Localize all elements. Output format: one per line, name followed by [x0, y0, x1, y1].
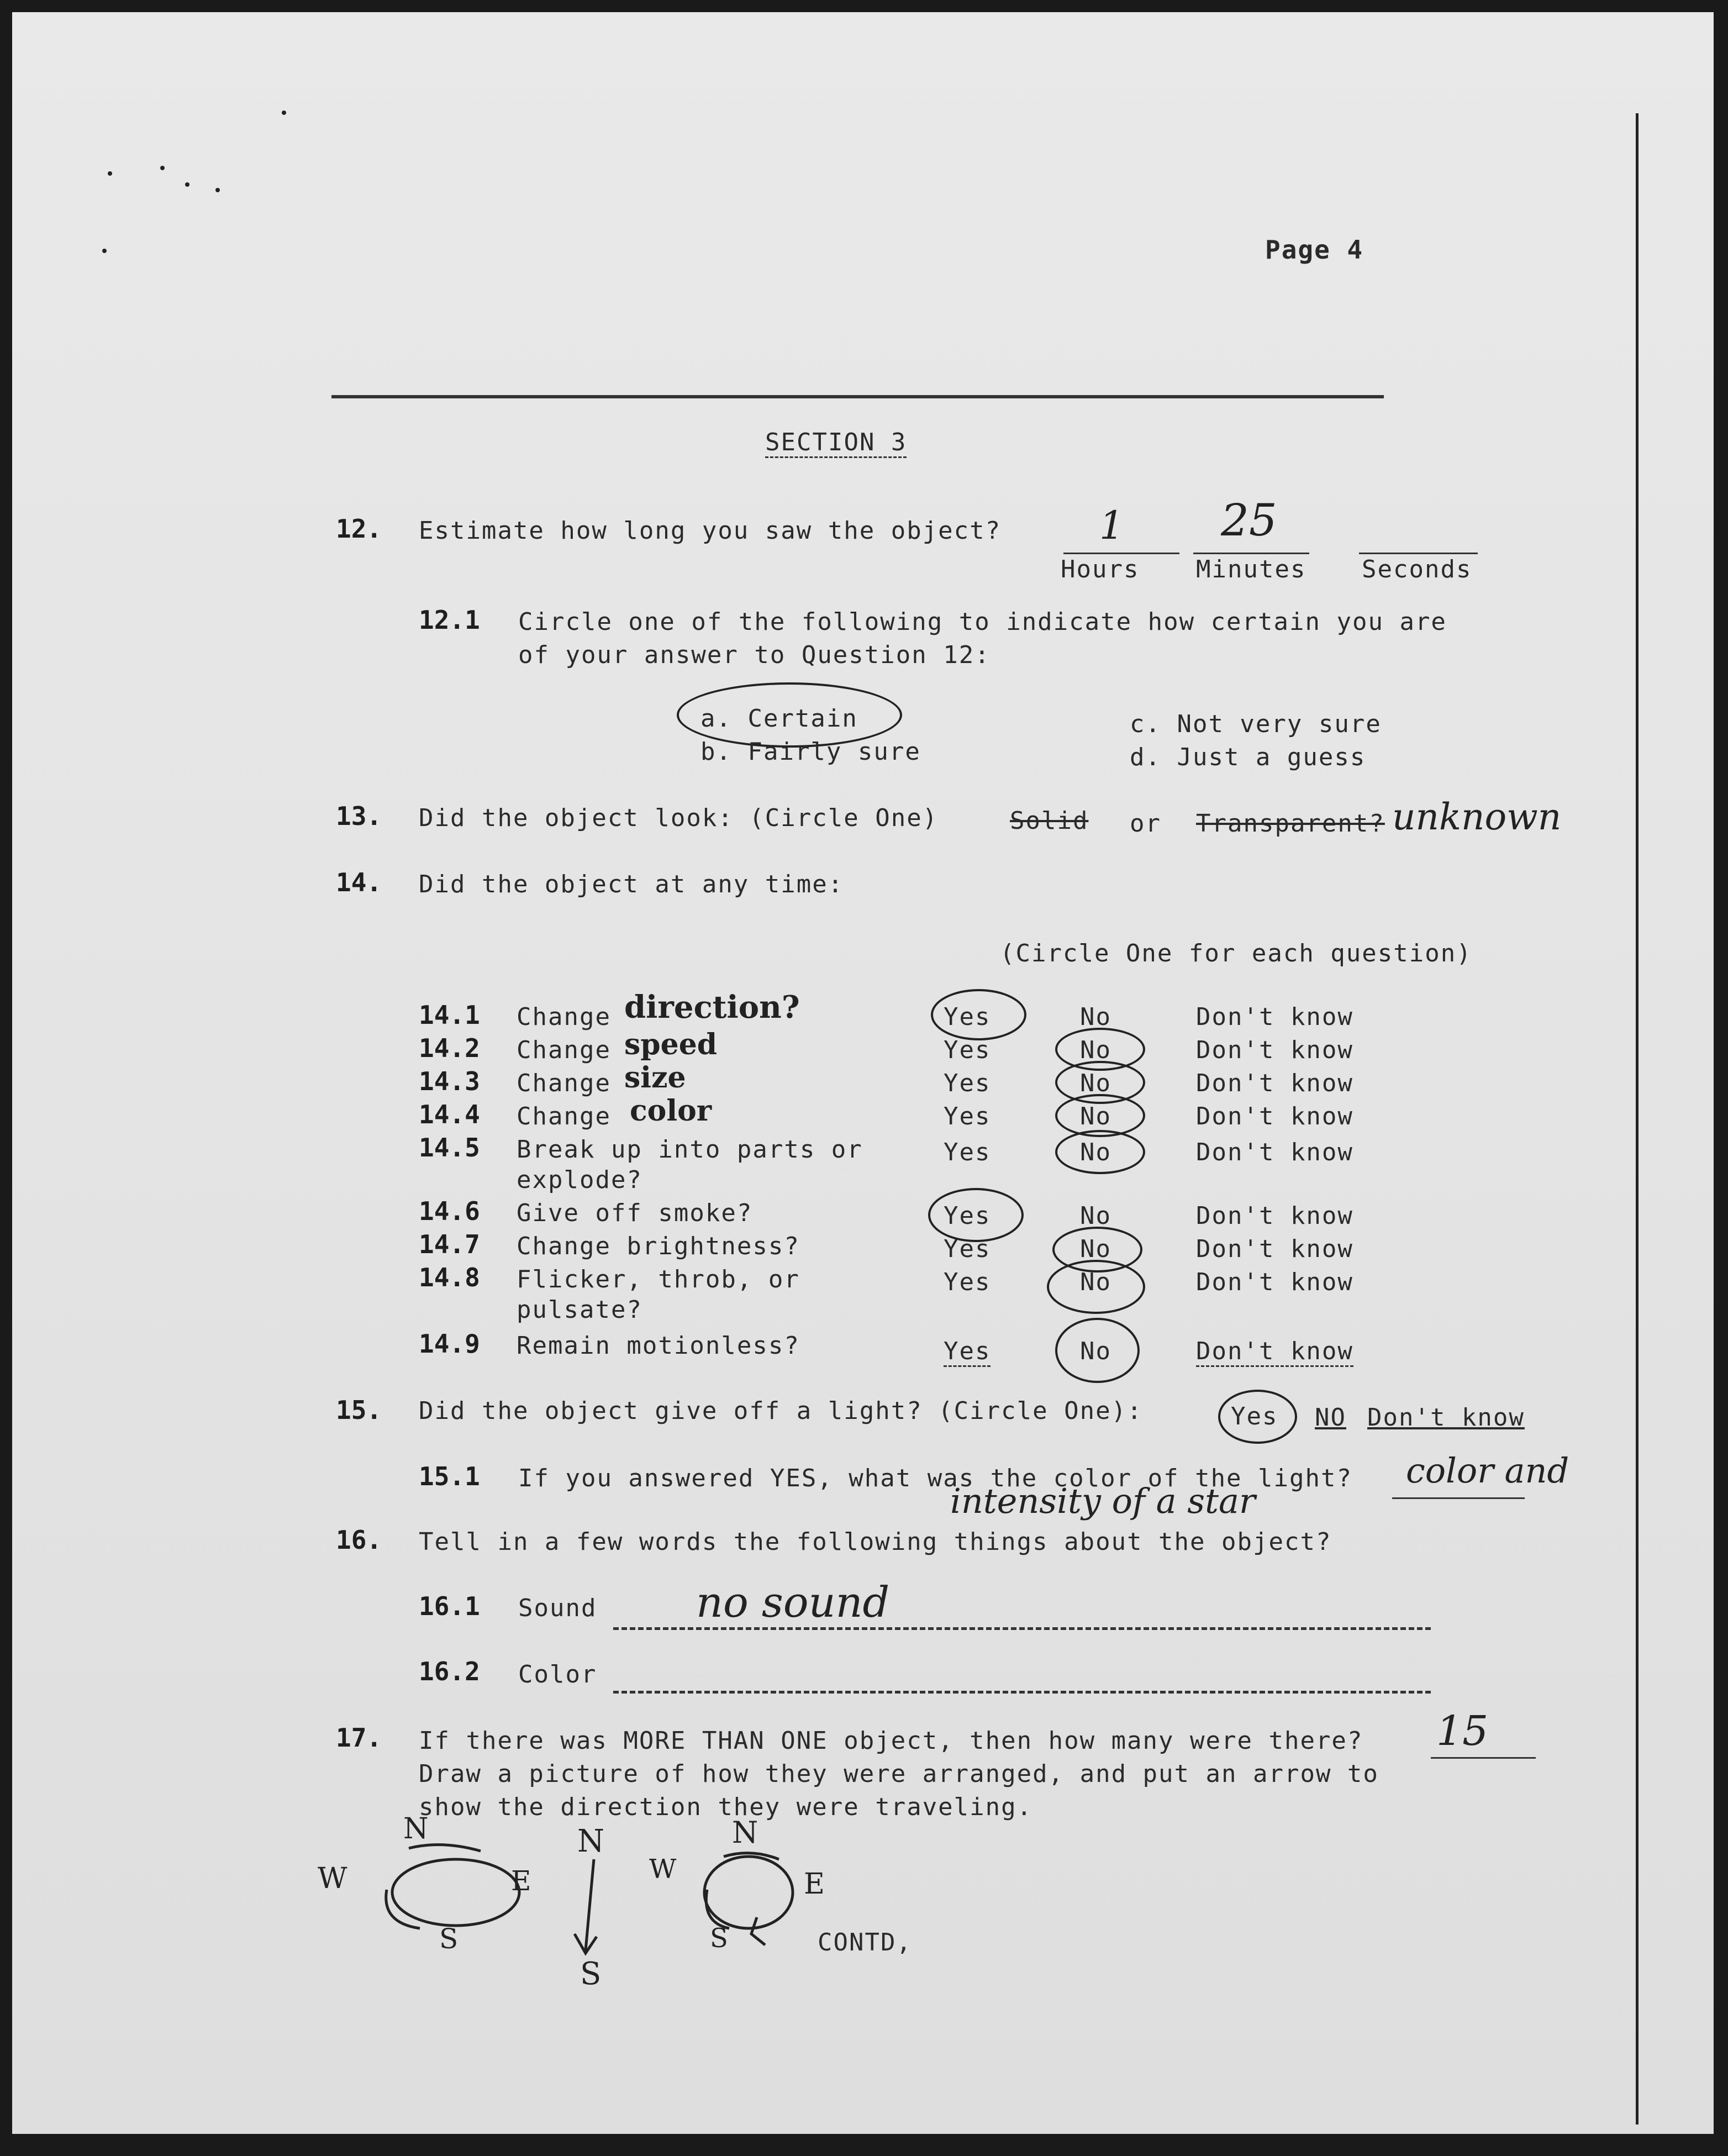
- question-text: Circle one of the following to indicate how certain you are: [518, 608, 1447, 636]
- compass-label-e: E: [804, 1868, 825, 1901]
- section-title: SECTION 3: [765, 428, 907, 458]
- question-number: 12.: [336, 514, 382, 544]
- no-option: No: [1080, 1102, 1111, 1130]
- instruction-text: (Circle One for each question): [1000, 939, 1472, 967]
- item-label: Change: [517, 1069, 611, 1097]
- dont-know-option: Don't know: [1196, 1102, 1353, 1130]
- yes-option: Yes: [944, 1268, 991, 1296]
- compass-label-w: W: [318, 1862, 347, 1895]
- no-option: No: [1080, 1003, 1111, 1031]
- option-transparent: Transparent?: [1196, 809, 1385, 838]
- compass-label-w: W: [649, 1854, 677, 1885]
- question-number: 17.: [336, 1723, 382, 1753]
- handwritten-answer: speed: [624, 1028, 718, 1061]
- no-option: No: [1080, 1138, 1111, 1166]
- minutes-label: Minutes: [1196, 555, 1306, 583]
- yes-option: Yes: [944, 1102, 991, 1130]
- dont-know-option: Don't know: [1196, 1138, 1353, 1166]
- dont-know-option: Don't know: [1196, 1069, 1353, 1097]
- item-number: 14.3: [419, 1066, 480, 1096]
- yes-option: Yes: [944, 1337, 991, 1367]
- item-label: Change brightness?: [517, 1232, 800, 1260]
- item-number: 14.2: [419, 1033, 480, 1063]
- question-text: of your answer to Question 12:: [518, 641, 991, 669]
- handwritten-answer: 15: [1436, 1707, 1489, 1755]
- question-number: 15.: [336, 1395, 382, 1425]
- compass-label-s: S: [439, 1923, 459, 1955]
- dont-know-option: Don't know: [1196, 1036, 1353, 1064]
- no-option: No: [1080, 1202, 1111, 1230]
- item-number: 14.1: [419, 1000, 480, 1030]
- dont-know-option: Don't know: [1196, 1003, 1353, 1031]
- item-label: Give off smoke?: [517, 1199, 753, 1227]
- option-just-a-guess: d. Just a guess: [1130, 743, 1366, 771]
- handwritten-answer: direction?: [624, 989, 800, 1026]
- item-label: Break up into parts or: [517, 1135, 863, 1164]
- question-number: 13.: [336, 801, 382, 831]
- no-option: No: [1080, 1337, 1111, 1365]
- no-option: No: [1080, 1235, 1111, 1263]
- dont-know-option: Don't know: [1196, 1337, 1353, 1367]
- question-text: Did the object give off a light? (Circle One):: [419, 1397, 1143, 1425]
- question-text: Did the object look: (Circle One): [419, 804, 939, 832]
- handwritten-answer: no sound: [696, 1577, 890, 1627]
- or-text: or: [1130, 809, 1161, 838]
- compass-label-n: N: [403, 1812, 429, 1845]
- seconds-label: Seconds: [1362, 555, 1472, 583]
- yes-option: Yes: [944, 1235, 991, 1263]
- field-label: Sound: [518, 1594, 597, 1622]
- yes-option: Yes: [944, 1003, 991, 1031]
- handwritten-answer: color and: [1406, 1450, 1569, 1491]
- question-text: Tell in a few words the following things about the object?: [419, 1528, 1332, 1556]
- question-number: 16.2: [419, 1657, 480, 1686]
- item-number: 14.5: [419, 1133, 480, 1163]
- item-number: 14.8: [419, 1263, 480, 1292]
- yes-option: Yes: [1231, 1402, 1278, 1431]
- compass-label-s: S: [710, 1923, 728, 1954]
- compass-label-n: N: [732, 1815, 758, 1850]
- question-text: If there was MORE THAN ONE object, then how many were there?: [419, 1727, 1363, 1755]
- option-fairly-sure: b. Fairly sure: [700, 738, 921, 766]
- item-label: Change: [517, 1036, 611, 1064]
- item-label-cont: explode?: [517, 1166, 642, 1194]
- field-label: Color: [518, 1660, 597, 1689]
- item-label: Change: [517, 1102, 611, 1130]
- option-solid: Solid: [1010, 807, 1089, 835]
- item-label-cont: pulsate?: [517, 1296, 642, 1324]
- option-certain: a. Certain: [700, 704, 858, 733]
- item-label: Remain motionless?: [517, 1332, 800, 1360]
- no-option: No: [1080, 1268, 1111, 1296]
- hours-answer: 1: [1099, 503, 1124, 548]
- dont-know-option: Don't know: [1196, 1235, 1353, 1263]
- hours-label: Hours: [1061, 555, 1140, 583]
- handwritten-answer: unknown: [1392, 796, 1562, 838]
- item-number: 14.4: [419, 1100, 480, 1129]
- page-number: Page 4: [1265, 235, 1364, 265]
- question-number: 16.: [336, 1525, 382, 1555]
- question-text: Did the object at any time:: [419, 870, 844, 898]
- item-number: 14.7: [419, 1229, 480, 1259]
- no-option: No: [1080, 1036, 1111, 1064]
- compass-label-n: N: [577, 1823, 604, 1859]
- handwritten-answer: size: [624, 1061, 686, 1095]
- no-option: No: [1080, 1069, 1111, 1097]
- item-label: Change: [517, 1003, 611, 1031]
- item-number: 14.6: [419, 1196, 480, 1226]
- dont-know-option: Don't know: [1196, 1202, 1353, 1230]
- no-option: NO: [1315, 1403, 1346, 1432]
- yes-option: Yes: [944, 1138, 991, 1166]
- dont-know-option: Don't know: [1196, 1268, 1353, 1296]
- option-not-very-sure: c. Not very sure: [1130, 710, 1382, 738]
- compass-label-e: E: [511, 1865, 531, 1897]
- question-text: Estimate how long you saw the object?: [419, 517, 1002, 545]
- question-number: 12.1: [419, 605, 480, 635]
- minutes-answer: 25: [1221, 495, 1277, 546]
- question-text: If you answered YES, what was the color of the light?: [518, 1464, 1352, 1492]
- handwritten-answer: intensity of a star: [950, 1481, 1256, 1521]
- handwritten-answer: color: [630, 1094, 712, 1128]
- item-label: Flicker, throb, or: [517, 1265, 800, 1293]
- compass-label-s: S: [580, 1956, 602, 1992]
- question-number: 14.: [336, 867, 382, 897]
- yes-option: Yes: [944, 1202, 991, 1230]
- question-text: Draw a picture of how they were arranged, and put an arrow to: [419, 1760, 1379, 1788]
- yes-option: Yes: [944, 1036, 991, 1064]
- continued-note: CONTD,: [818, 1928, 912, 1957]
- question-number: 16.1: [419, 1591, 480, 1621]
- item-number: 14.9: [419, 1329, 480, 1359]
- question-text: show the direction they were traveling.: [419, 1793, 1033, 1821]
- question-number: 15.1: [419, 1461, 480, 1491]
- dont-know-option: Don't know: [1367, 1403, 1525, 1432]
- yes-option: Yes: [944, 1069, 991, 1097]
